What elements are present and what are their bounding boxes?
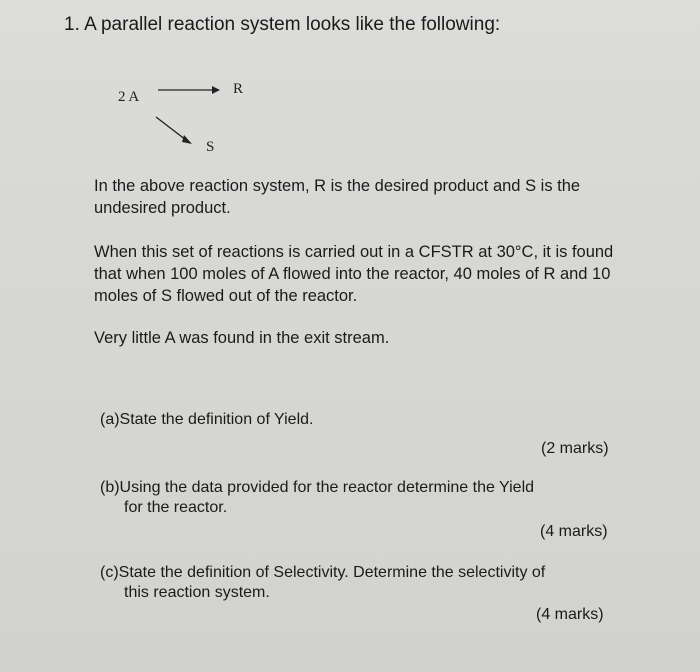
paragraph-desired-product: In the above reaction system, R is the desired product and S is the undesired product.	[94, 177, 581, 217]
part-c	[100, 563, 630, 603]
part-b	[100, 478, 630, 518]
part-a-marks: (2 marks)	[541, 440, 609, 457]
product-r-label: R	[233, 81, 244, 97]
part-b-marks: (4 marks)	[540, 523, 608, 540]
part-b-text-line1: (b)Using the data provided for the reactor determine the Yield	[100, 479, 535, 496]
reactant-label: 2 A	[118, 89, 140, 105]
part-c-text-line2: this reaction system.	[124, 584, 270, 601]
paragraph-reactor-data: When this set of reactions is carried out in a CFSTR at 30°C, it is found that when 100 moles of A flowed into the reactor, 40 moles of R and 10 moles of S flowed out of the reactor.	[94, 243, 614, 305]
arrowhead-s	[182, 135, 192, 144]
part-a	[100, 410, 313, 430]
part-a-text: (a)State the definition of Yield.	[100, 411, 314, 428]
arrowhead-r	[212, 86, 220, 94]
arrow-to-s	[156, 117, 186, 140]
reaction-diagram	[100, 70, 280, 160]
paragraph-exit-stream: Very little A was found in the exit stream.	[94, 329, 390, 347]
part-c-text-line1: (c)State the definition of Selectivity. Determine the selectivity of	[100, 564, 546, 581]
part-b-text-line2: for the reactor.	[124, 499, 228, 516]
question-title: 1. A parallel reaction system looks like the following:	[64, 14, 501, 35]
part-c-marks: (4 marks)	[536, 606, 604, 623]
product-s-label: S	[206, 139, 215, 155]
